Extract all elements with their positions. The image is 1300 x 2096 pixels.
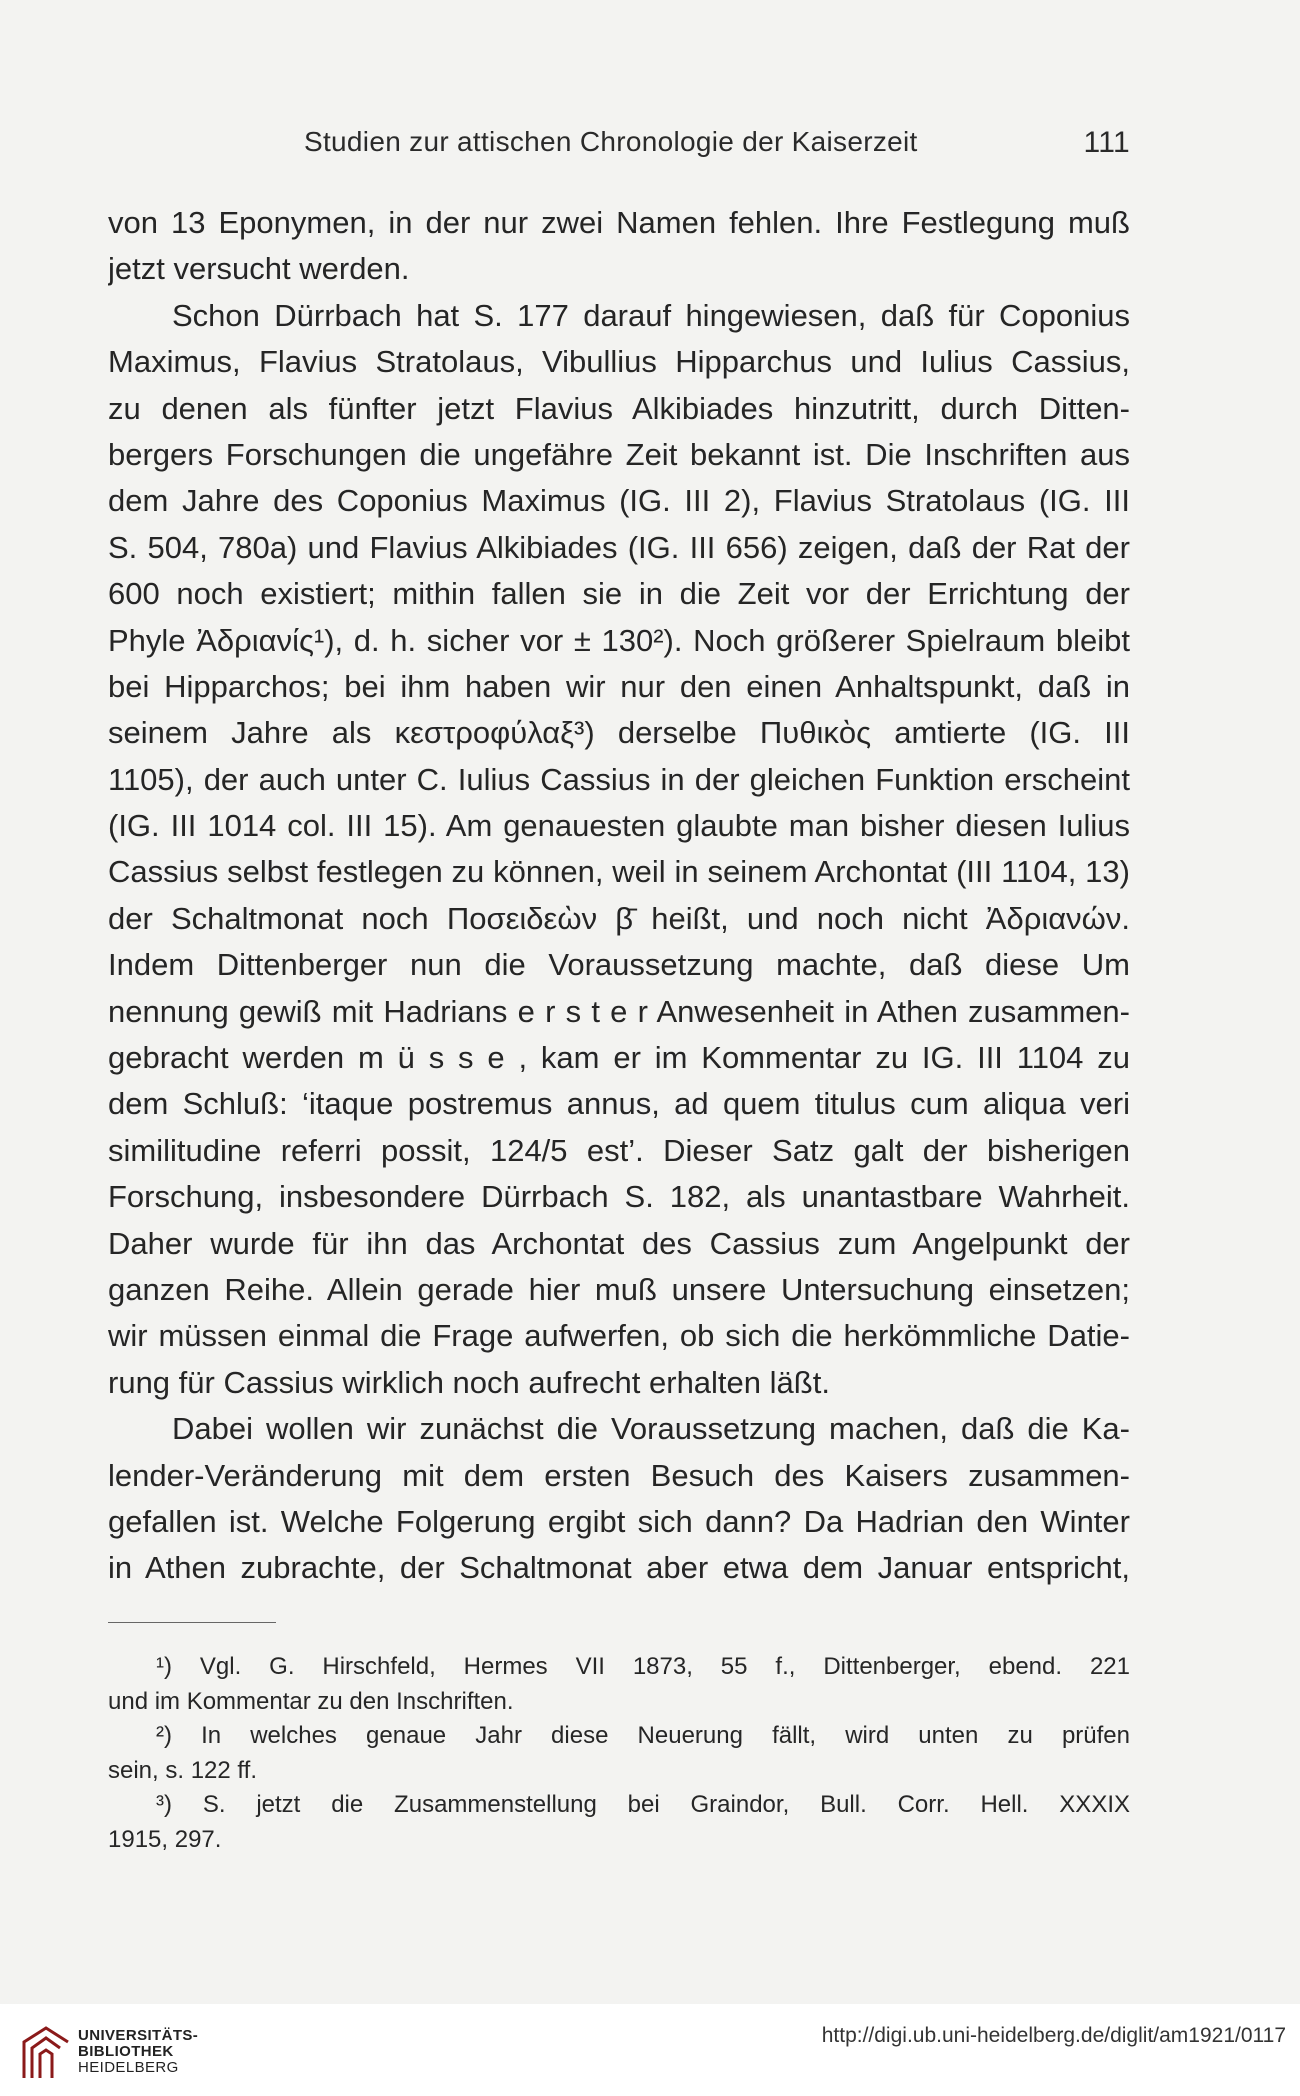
text-line: jetzt versucht werden.: [108, 251, 410, 287]
library-name: [78, 2028, 198, 2076]
text-line: bei Hipparchos; bei ihm haben wir nur den einen Anhaltspunkt, daß in: [108, 668, 1130, 704]
footnote-line: und im Kommentar zu den Inschriften.: [108, 1687, 514, 1715]
text-line: ganzen Reihe. Allein gerade hier muß unsere Untersuchung einsetzen;: [108, 1271, 1130, 1307]
text-line: gebracht werden m ü s s e , kam er im Kommentar zu IG. III 1104 zu: [108, 1040, 1130, 1076]
text-line: dem Jahre des Coponius Maximus (IG. III 2), Flavius Stratolaus (IG. III: [108, 483, 1130, 519]
page-number: 111: [1083, 126, 1130, 159]
body-text: [108, 200, 1130, 1592]
footnote-divider: [108, 1622, 276, 1623]
library-name-line: BIBLIOTHEK: [78, 2043, 174, 2060]
text-line: Phyle Ἀδριανίς¹), d. h. sicher vor ± 130²). Noch größerer Spielraum bleibt: [108, 622, 1130, 658]
text-line: rung für Cassius wirklich noch aufrecht erhalten läßt.: [108, 1364, 830, 1400]
text-line: wir müssen einmal die Frage aufwerfen, ob sich die herkömmliche Datie-: [108, 1318, 1130, 1354]
text-line: Forschung, insbesondere Dürrbach S. 182, als unantastbare Wahrheit.: [108, 1179, 1130, 1215]
text-line: lender-Veränderung mit dem ersten Besuch des Kaisers zusammen-: [108, 1457, 1130, 1493]
text-line: nennung gewiß mit Hadrians e r s t e r Anwesenheit in Athen zusammen-: [108, 993, 1130, 1029]
text-line: Cassius selbst festlegen zu können, weil in seinem Archontat (III 1104, 13): [108, 854, 1130, 890]
text-line: 600 noch existiert; mithin fallen sie in die Zeit vor der Errichtung der: [108, 576, 1130, 612]
footnote-line: sein, s. 122 ff.: [108, 1756, 257, 1784]
footnote-line: ¹) Vgl. G. Hirschfeld, Hermes VII 1873, 55 f., Dittenberger, ebend. 221: [156, 1653, 1130, 1680]
digitization-footer: [0, 2004, 1300, 2096]
text-line: in Athen zubrachte, der Schaltmonat aber etwa dem Januar entspricht,: [108, 1550, 1130, 1586]
library-logo-icon[interactable]: [18, 2024, 74, 2082]
text-line: von 13 Eponymen, in der nur zwei Namen fehlen. Ihre Festlegung muß: [108, 205, 1130, 240]
text-line: seinem Jahre als κεστροφύλαξ³) derselbe Πυθικὸς amtierte (IG. III: [108, 715, 1130, 751]
text-line: S. 504, 780a) und Flavius Alkibiades (IG. III 656) zeigen, daß der Rat der: [108, 529, 1130, 565]
running-head: Studien zur attischen Chronologie der Kaiserzeit: [304, 126, 918, 157]
text-line: Indem Dittenberger nun die Voraussetzung machte, daß diese Um: [108, 947, 1130, 983]
footnote-line: ²) In welches genaue Jahr diese Neuerung fällt, wird unten zu prüfen: [156, 1722, 1130, 1749]
text-line: bergers Forschungen die ungefähre Zeit bekannt ist. Die Inschriften aus: [108, 436, 1130, 472]
library-name-line: HEIDELBERG: [78, 2059, 179, 2076]
footnote-line: 1915, 297.: [108, 1825, 222, 1853]
text-line: der Schaltmonat noch Ποσειδεὼν β̄ heißt, und noch nicht Ἀδριανών.: [108, 900, 1130, 936]
text-line: dem Schluß: ‘itaque postremus annus, ad quem titulus cum aliqua veri: [108, 1086, 1130, 1122]
text-line: similitudine referri possit, 124/5 est’. Dieser Satz galt der bisherigen: [108, 1132, 1130, 1168]
footnotes: [108, 1650, 1130, 1857]
text-line: gefallen ist. Welche Folgerung ergibt sich dann? Da Hadrian den Winter: [108, 1503, 1130, 1539]
permalink-url[interactable]: http://digi.ub.uni-heidelberg.de/diglit/am1921/0117: [821, 2024, 1286, 2047]
text-line: Dabei wollen wir zunächst die Voraussetzung machen, daß die Ka-: [172, 1411, 1130, 1447]
library-name-line: UNIVERSITÄTS-: [78, 2027, 199, 2044]
text-line: Daher wurde für ihn das Archontat des Cassius zum Angelpunkt der: [108, 1225, 1130, 1261]
text-line: 1105), der auch unter C. Iulius Cassius in der gleichen Funktion erscheint: [108, 761, 1130, 797]
text-line: Schon Dürrbach hat S. 177 darauf hingewiesen, daß für Coponius: [172, 297, 1130, 333]
text-line: Maximus, Flavius Stratolaus, Vibullius Hipparchus und Iulius Cassius,: [108, 344, 1130, 380]
text-line: zu denen als fünfter jetzt Flavius Alkibiades hinzutritt, durch Ditten-: [108, 390, 1130, 426]
footnote-line: ³) S. jetzt die Zusammenstellung bei Graindor, Bull. Corr. Hell. XXXIX: [156, 1791, 1130, 1818]
text-line: (IG. III 1014 col. III 15). Am genauesten glaubte man bisher diesen Iulius: [108, 808, 1130, 844]
